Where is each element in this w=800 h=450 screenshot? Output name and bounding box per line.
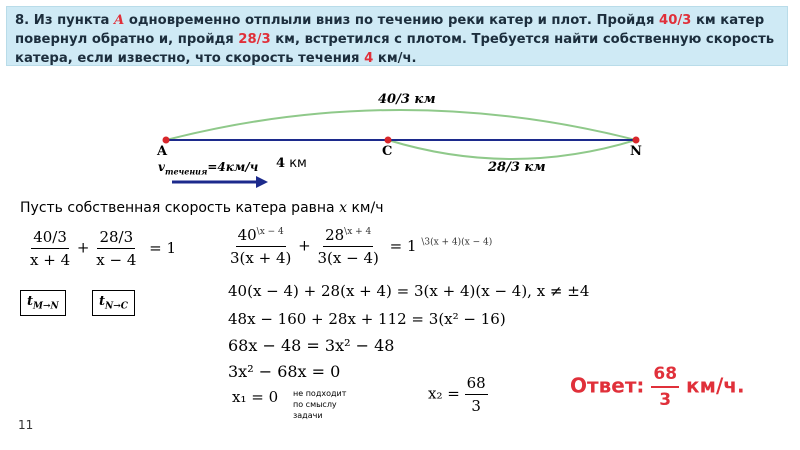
- time-n-c-box: $t_{N\to C}$: [92, 290, 135, 316]
- distance-ac-label: 4 км: [276, 156, 307, 171]
- current-arrow-head: [256, 176, 268, 188]
- distance-2: 28/3: [238, 32, 271, 47]
- equation-line-3: 40(x − 4) + 28(x + 4) = 3(x + 4)(x − 4), x ≠ ±4: [228, 282, 590, 300]
- current-speed-label: $v_{течения}=4км/ч$: [158, 160, 259, 177]
- point-a-label: A: [113, 13, 125, 28]
- point-c-marker: [385, 137, 392, 144]
- equation-2: $\frac{40^{\backslash x - 4}}{3(x + 4)}$ + $\frac{28^{\backslash x + 4}}{3(x - 4)}$ = 1 $^{\backslash 3(x + 4)(x - 4)}$: [230, 226, 493, 267]
- time-m-n-box: $t_{M\to N}$: [20, 290, 66, 316]
- distance-1: 40/3: [659, 13, 692, 28]
- equation-line-5: 68x − 48 = 3x² − 48: [228, 336, 395, 355]
- arc-n-to-c: [388, 140, 636, 159]
- arc-bottom-label: 28/3 км: [488, 160, 546, 175]
- equation-1: $\frac{40/3}{x + 4}$ + $\frac{28/3}{x - 4}$ = 1: [30, 228, 177, 269]
- point-a-marker: [163, 137, 170, 144]
- arc-a-to-n: [166, 110, 636, 140]
- arc-top-label: 40/3 км: [378, 92, 436, 107]
- let-statement: Пусть собственная скорость катера равна x км/ч: [20, 200, 384, 216]
- page-number: 11: [18, 418, 34, 432]
- point-c-letter: C: [382, 144, 393, 159]
- point-n-letter: N: [630, 144, 642, 159]
- equation-line-6: 3x² − 68x = 0: [228, 362, 341, 381]
- root-x1-note: не подходит по смыслу задачи: [293, 389, 347, 420]
- answer: Ответ: $\frac{68}{3}$ км/ч.: [570, 364, 745, 410]
- problem-statement: 8. Из пункта A одновременно отплыли вниз по течению реки катер и плот. Пройдя 40/3 км катер повернул обратно и, пройдя 28/3 км, встретился с плотом. Требуется найти собственную скорость катера, если известно, что скорость течения 4 км/ч.: [6, 6, 788, 66]
- problem-number: 8.: [15, 13, 30, 28]
- point-n-marker: [633, 137, 640, 144]
- root-x2: x₂ = $\frac{68}{3}$: [428, 374, 486, 415]
- equation-line-4: 48x − 160 + 28x + 112 = 3(x² − 16): [228, 310, 506, 328]
- point-a-letter: A: [157, 144, 168, 159]
- root-x1: x₁ = 0: [232, 388, 279, 406]
- current-speed: 4: [364, 51, 374, 66]
